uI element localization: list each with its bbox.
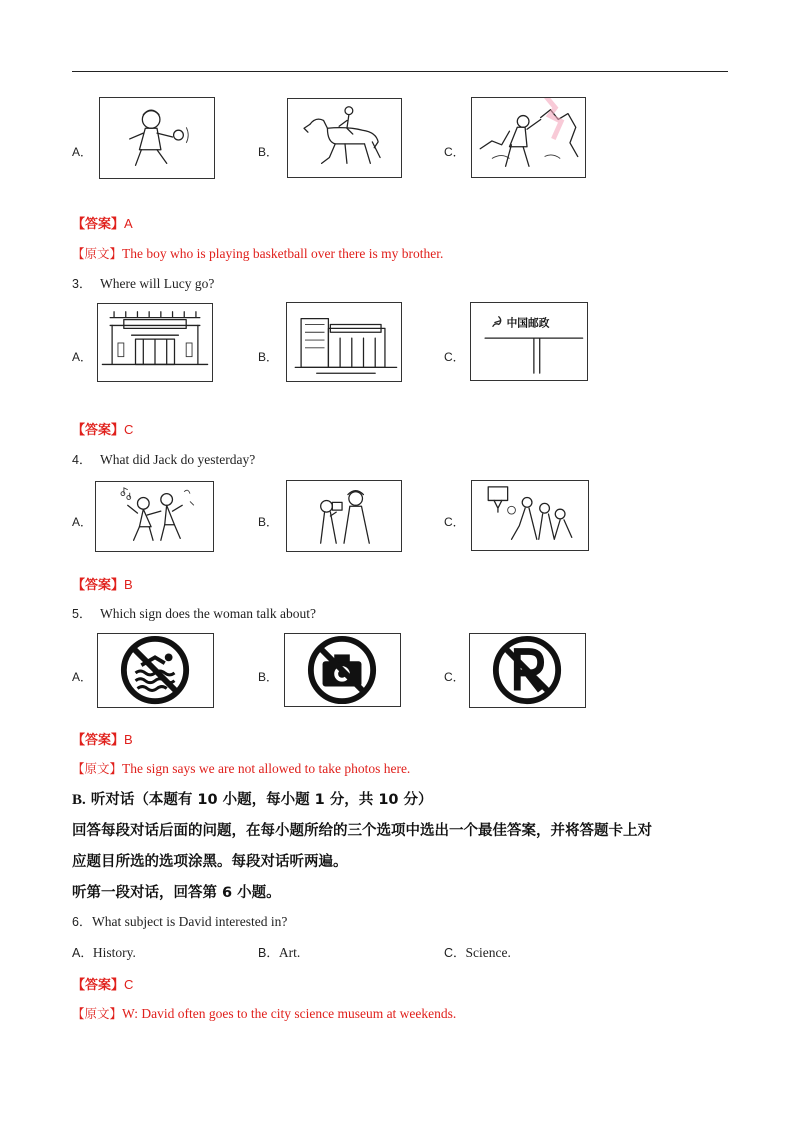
hospital-building-picture[interactable] bbox=[286, 302, 402, 382]
option-text: History. bbox=[92, 945, 136, 960]
q4-question bbox=[72, 450, 255, 468]
header-rule bbox=[72, 71, 728, 72]
q2-answer bbox=[72, 213, 133, 232]
q3-option-b-letter: B． bbox=[258, 350, 279, 364]
answer-tag: 【答案】 bbox=[72, 217, 125, 232]
q6-answer bbox=[72, 974, 133, 993]
q2-option-b-letter: B． bbox=[258, 145, 279, 159]
q3-question bbox=[72, 274, 214, 292]
q6-question bbox=[72, 912, 287, 930]
transcript-text: The sign says we are not allowed to take photos here. bbox=[122, 761, 411, 776]
question-text: What subject is David interested in? bbox=[92, 914, 288, 929]
option-letter: A． bbox=[72, 946, 93, 960]
answer-value: C bbox=[124, 422, 134, 437]
dialogue-intro: 听第一段对话，回答第 6 小题。 bbox=[72, 885, 281, 901]
transcript-tag: 【原文】 bbox=[72, 1006, 123, 1021]
question-number: 4． bbox=[72, 453, 92, 467]
q6-option-c[interactable] bbox=[444, 943, 511, 961]
question-text: Which sign does the woman talk about? bbox=[100, 606, 316, 621]
question-text: Where will Lucy go? bbox=[100, 276, 215, 291]
q3-option-c-letter: C． bbox=[444, 350, 465, 364]
man-riding-horse-picture[interactable] bbox=[287, 98, 402, 178]
boy-playing-basketball-picture[interactable] bbox=[99, 97, 215, 179]
q4-option-c-letter: C． bbox=[444, 515, 465, 529]
q6-option-b[interactable] bbox=[258, 943, 300, 961]
post-office-sign-text: 中国邮政 bbox=[506, 316, 550, 330]
question-number: 6． bbox=[72, 915, 92, 929]
option-letter: C． bbox=[444, 946, 466, 960]
section-b-instructions-line1: 回答每段对话后面的问题，在每小题所给的三个选项中选出一个最佳答案，并将答题卡上对 bbox=[72, 823, 652, 839]
transcript-text: W: David often goes to the city science museum at weekends. bbox=[122, 1006, 457, 1021]
answer-value: C bbox=[124, 977, 134, 992]
q2-option-a-letter: A． bbox=[72, 145, 93, 159]
section-letter: B. bbox=[72, 792, 86, 808]
question-text: What did Jack do yesterday? bbox=[100, 452, 256, 467]
section-b-instructions-line2: 应题目所选的选项涂黑。每段对话听两遍。 bbox=[72, 854, 348, 870]
answer-tag: 【答案】 bbox=[72, 978, 125, 993]
playing-basketball-picture[interactable] bbox=[471, 480, 589, 551]
q4-answer bbox=[72, 574, 133, 593]
answer-value: B bbox=[124, 732, 133, 747]
section-title: 听对话（本题有 10 小题，每小题 1 分，共 10 分） bbox=[90, 792, 433, 808]
transcript-tag: 【原文】 bbox=[72, 246, 123, 261]
answer-tag: 【答案】 bbox=[72, 578, 125, 593]
children-dancing-picture[interactable] bbox=[95, 481, 214, 552]
taking-photo-picture[interactable] bbox=[286, 480, 402, 552]
no-photos-sign[interactable] bbox=[284, 633, 401, 707]
transcript-tag: 【原文】 bbox=[72, 761, 123, 776]
q3-option-a-letter: A． bbox=[72, 350, 93, 364]
q4-option-a-letter: A． bbox=[72, 515, 93, 529]
transcript-text: The boy who is playing basketball over there is my brother. bbox=[122, 246, 444, 261]
q5-option-b-letter: B． bbox=[258, 670, 279, 684]
q5-transcript bbox=[72, 759, 410, 777]
option-text: Art. bbox=[278, 945, 301, 960]
q5-question bbox=[72, 604, 316, 622]
question-number: 5． bbox=[72, 607, 92, 621]
q4-option-b-letter: B． bbox=[258, 515, 279, 529]
option-letter: B． bbox=[258, 946, 279, 960]
q5-answer bbox=[72, 729, 133, 748]
section-b-heading bbox=[72, 788, 433, 809]
q2-transcript bbox=[72, 244, 443, 262]
q6-transcript bbox=[72, 1004, 456, 1022]
no-parking-sign[interactable] bbox=[469, 633, 586, 708]
no-swimming-sign[interactable] bbox=[97, 633, 214, 708]
q5-option-c-letter: C． bbox=[444, 670, 465, 684]
post-office-picture[interactable] bbox=[470, 302, 588, 381]
answer-tag: 【答案】 bbox=[72, 733, 125, 748]
answer-tag: 【答案】 bbox=[72, 423, 125, 438]
q3-answer bbox=[72, 419, 133, 438]
q6-option-a[interactable] bbox=[72, 943, 136, 961]
q5-option-a-letter: A． bbox=[72, 670, 93, 684]
answer-value: B bbox=[124, 577, 133, 592]
question-number: 3． bbox=[72, 277, 92, 291]
q2-option-c-letter: C． bbox=[444, 145, 465, 159]
man-climbing-mountain-picture[interactable] bbox=[471, 97, 586, 178]
answer-value: A bbox=[124, 216, 133, 231]
library-building-picture[interactable] bbox=[97, 303, 213, 382]
option-text: Science. bbox=[465, 945, 511, 960]
